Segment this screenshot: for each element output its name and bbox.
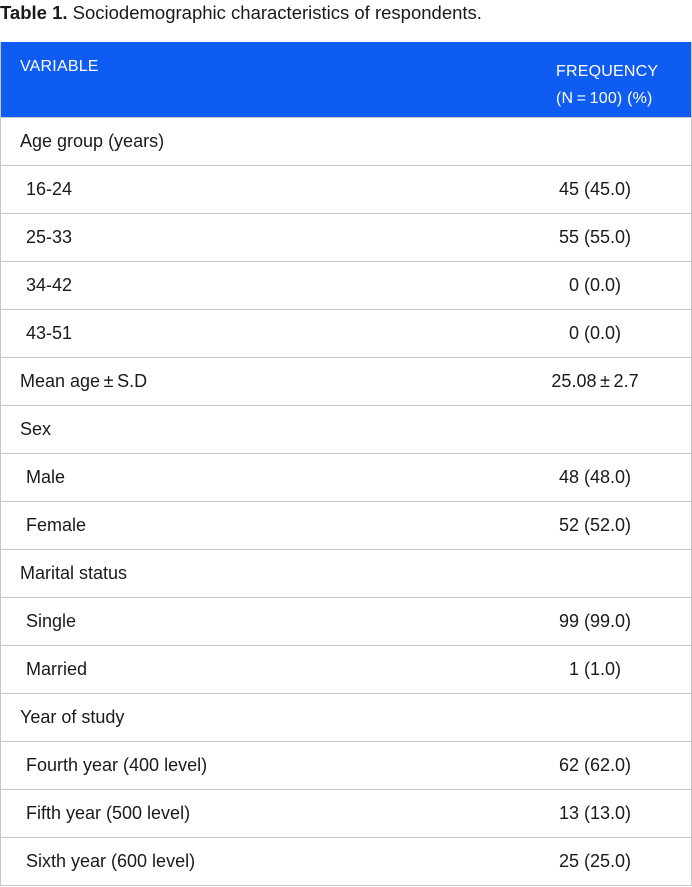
- row-value: 52 (52.0): [558, 515, 632, 535]
- table-row: [1, 693, 691, 741]
- row-variable: Married: [26, 659, 88, 679]
- row-variable: 34-42: [26, 275, 73, 295]
- header-variable: VARIABLE: [20, 58, 99, 75]
- row-variable: Fourth year (400 level): [26, 755, 208, 775]
- table-row: [1, 549, 691, 597]
- row-value: 55 (55.0): [558, 227, 632, 247]
- row-variable: Marital status: [20, 563, 128, 583]
- row-value: 0 (0.0): [568, 323, 622, 343]
- row-value: 25 (25.0): [558, 851, 632, 871]
- row-value: 62 (62.0): [558, 755, 632, 775]
- row-value: 25.08 ± 2.7: [551, 371, 639, 391]
- table-row: [1, 597, 691, 645]
- table-row: [1, 117, 691, 165]
- row-variable: Sixth year (600 level): [26, 851, 196, 871]
- table-row: [1, 165, 691, 213]
- row-variable: Female: [26, 515, 87, 535]
- table-row: [1, 789, 691, 837]
- row-variable: Sex: [20, 419, 52, 439]
- row-value: 45 (45.0): [558, 179, 632, 199]
- table-row: [1, 501, 691, 549]
- table-caption-text: Sociodemographic characteristics of respondents.: [72, 2, 482, 23]
- row-value: 99 (99.0): [558, 611, 632, 631]
- row-value: 1 (1.0): [568, 659, 622, 679]
- row-value: 48 (48.0): [558, 467, 632, 487]
- row-variable: Mean age ± S.D: [20, 371, 148, 391]
- table-row: [1, 741, 691, 789]
- table-row: [1, 405, 691, 453]
- table-row: [1, 261, 691, 309]
- table-caption-label: Table 1.: [0, 2, 68, 23]
- table-row: [1, 837, 691, 885]
- table-row: [1, 213, 691, 261]
- header-frequency-line2: (N = 100) (%): [556, 90, 653, 107]
- row-variable: 43-51: [26, 323, 73, 343]
- table-row: [1, 309, 691, 357]
- row-value: 0 (0.0): [568, 275, 622, 295]
- row-variable: Single: [26, 611, 77, 631]
- row-variable: Year of study: [20, 707, 125, 727]
- row-variable: Fifth year (500 level): [26, 803, 191, 823]
- header-frequency-line1: FREQUENCY: [556, 63, 659, 80]
- row-variable: 16-24: [26, 179, 73, 199]
- table-row: [1, 357, 691, 405]
- row-variable: 25-33: [26, 227, 73, 247]
- table-row: [1, 453, 691, 501]
- table-caption: [0, 0, 482, 26]
- header-frequency: [556, 58, 658, 112]
- sociodemographic-table: [0, 42, 692, 886]
- row-value: 13 (13.0): [558, 803, 632, 823]
- table-row: [1, 645, 691, 693]
- row-variable: Male: [26, 467, 66, 487]
- row-variable: Age group (years): [20, 131, 165, 151]
- table-header: [1, 42, 691, 117]
